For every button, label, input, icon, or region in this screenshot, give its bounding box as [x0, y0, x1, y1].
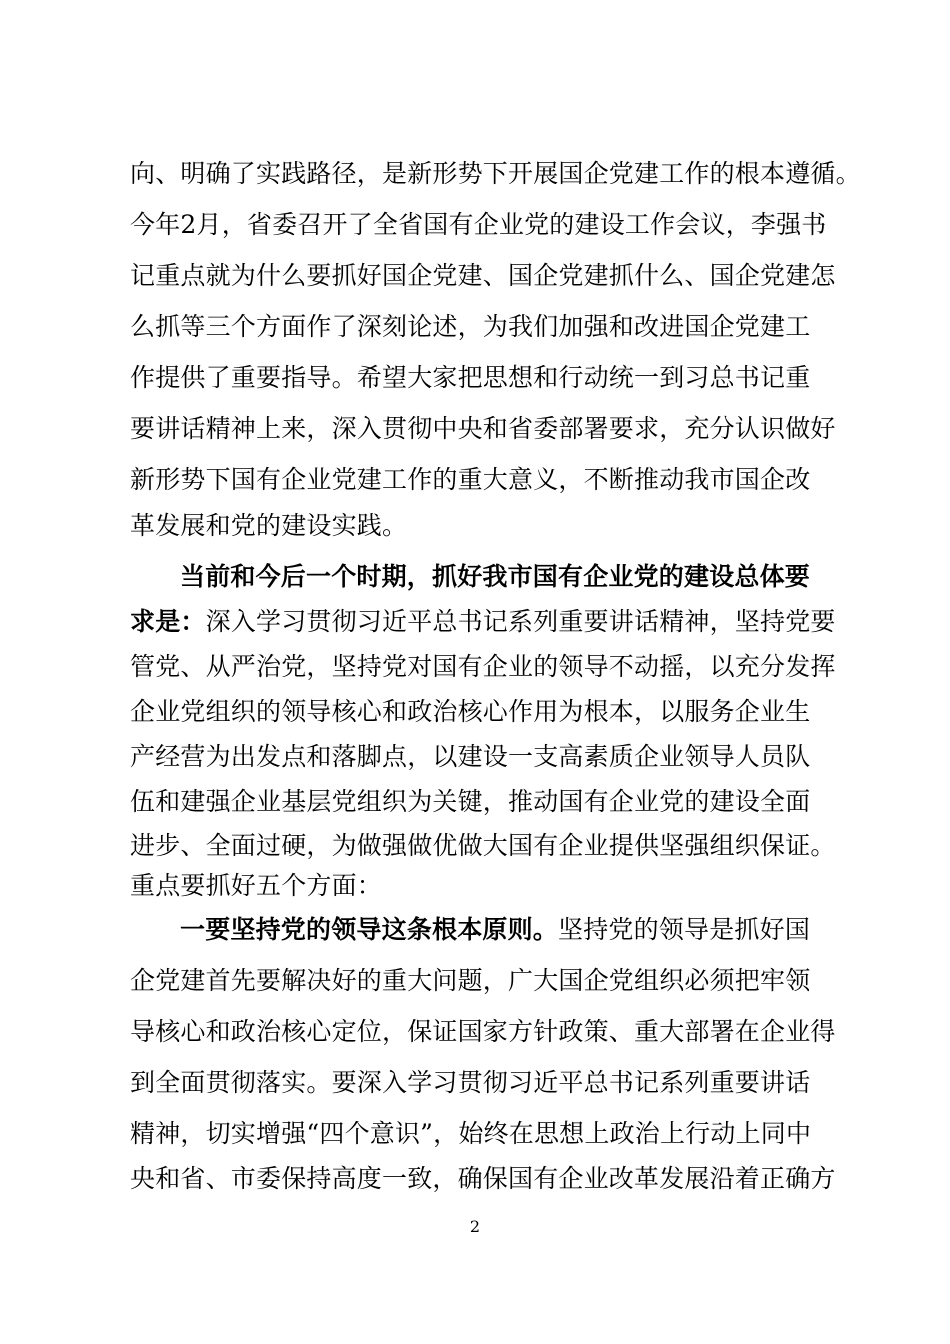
body-line: 新形势下国有企业党建工作的重大意义，不断推动我市国企改 [130, 465, 811, 494]
body-line: 求是：深入学习贯彻习近平总书记系列重要讲话精神，坚持党要 [130, 607, 836, 636]
body-line: 央和省、市委保持高度一致，确保国有企业改革发展沿着正确方 [130, 1164, 836, 1193]
body-line: 革发展和党的建设实践。 [130, 511, 408, 540]
body-line [180, 561, 830, 593]
body-line: 精神，切实增强“四个意识”，始终在思想上政治上行动上同中 [130, 1119, 812, 1148]
body-line: 作提供了重要指导。希望大家把思想和行动统一到习总书记重 [130, 363, 811, 392]
body-line: 企业党组织的领导核心和政治核心作用为根本，以服务企业生 [130, 697, 811, 726]
body-line: 管党、从严治党，坚持党对国有企业的领导不动摇，以充分发挥 [130, 652, 836, 681]
body-line: 产经营为出发点和落脚点，以建设一支高素质企业领导人员队 [130, 742, 811, 771]
body-line: 要讲话精神上来，深入贯彻中央和省委部署要求，充分认识做好 [130, 414, 836, 443]
body-line: 企党建首先要解决好的重大问题，广大国企党组织必须把牢领 [130, 966, 811, 995]
body-line: 向、明确了实践路径，是新形势下开展国企党建工作的根本遵循。 [130, 159, 861, 188]
bold-lead: 求是： [130, 607, 206, 636]
body-line: 记重点就为什么要抓好国企党建、国企党建抓什么、国企党建怎 [130, 261, 836, 290]
body-line: 一要坚持党的领导这条根本原则。坚持党的领导是抓好国 [180, 915, 811, 944]
body-line: 重点要抓好五个方面： [130, 871, 383, 900]
body-line: 么抓等三个方面作了深刻论述，为我们加强和改进国企党建工 [130, 312, 811, 341]
body-line: 伍和建强企业基层党组织为关键，推动国有企业党的建设全面 [130, 787, 811, 816]
body-line: 进步、全面过硬，为做强做优做大国有企业提供坚强组织保证。 [130, 831, 836, 860]
bold-lead: 一要坚持党的领导这条根本原则。 [180, 915, 559, 944]
page-number: 2 [469, 1217, 481, 1236]
bold-lead: 当前和今后一个时期，抓好我市国有企业党的建设总体要 [180, 562, 811, 591]
body-line: 今年2月，省委召开了全省国有企业党的建设工作会议，李强书 [130, 210, 827, 239]
body-line: 到全面贯彻落实。要深入学习贯彻习近平总书记系列重要讲话 [130, 1068, 811, 1097]
body-line: 导核心和政治核心定位，保证国家方针政策、重大部署在企业得 [130, 1017, 836, 1046]
